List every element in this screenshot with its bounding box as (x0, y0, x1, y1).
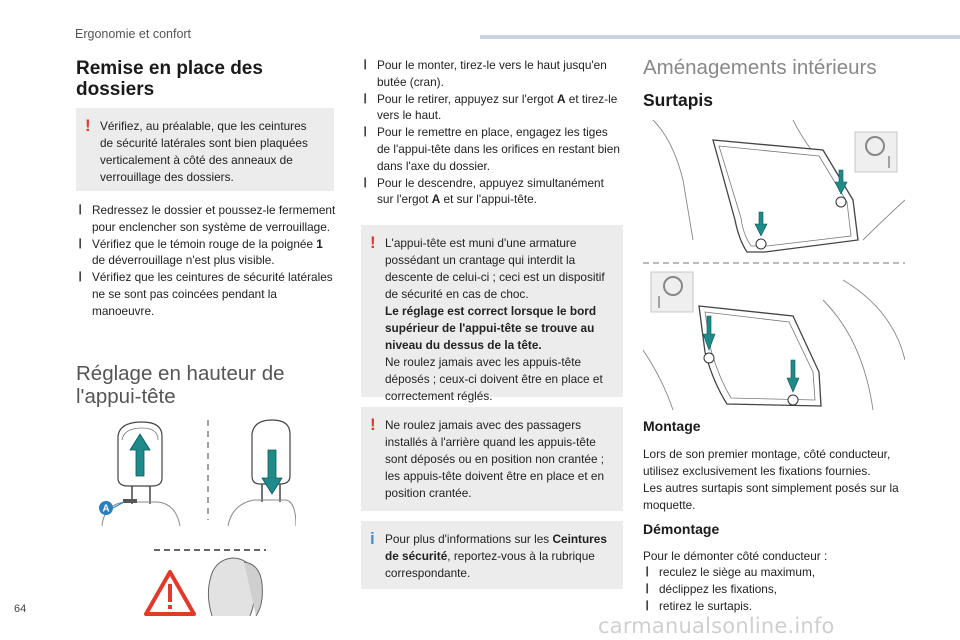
head-height-illustration (140, 544, 270, 618)
heading-reglage-appui-tete: Réglage en hauteur de l'appui-tête (76, 362, 285, 408)
arrow-bullet-icon: ❙ (361, 126, 370, 138)
list-item: ❙ Pour le monter, tirez-le vers le haut jusqu'en butée (cran). (361, 58, 607, 89)
steps-remise-en-place (76, 202, 338, 320)
section-header: Ergonomie et confort (75, 27, 192, 41)
arrow-bullet-icon: ❙ (361, 92, 370, 104)
warning-text: Ne roulez jamais avec des passagers installés à l'arrière quand les appuis-tête sont déposés ou en position non crantée ; les appuis-tête doivent être en place et en position crantée. (385, 418, 605, 500)
heading-montage: Montage (643, 418, 701, 434)
link-ceintures: Ceintures de sécurité (385, 532, 607, 563)
warning-box-ceintures (76, 108, 334, 191)
heading-amenagements: Aménagements intérieurs (643, 56, 877, 79)
list-item: ❙ déclippez les fixations, (643, 581, 778, 596)
warning-box-passagers (361, 407, 623, 511)
watermark: carmanualsonline.info (598, 614, 835, 638)
label-a: A (102, 503, 110, 515)
montage-text: Lors de son premier montage, côté conducteur, utilisez exclusivement les fixations fournies. Les autres surtapis sont simplement posés sur la moquette. (643, 447, 899, 512)
arrow-bullet-icon: ❙ (76, 237, 85, 249)
warning-intro: L'appui-tête est muni d'une armature possédant un crantage qui interdit la descente de celui-ci ; ceci est un dispositif de sécurité en cas de choc. (385, 236, 605, 301)
list-item: ❙ Redressez le dossier et poussez-le fermement pour enclencher son système de verrouillage. (76, 203, 336, 234)
warning-text: Vérifiez, au préalable, que les ceintures de sécurité latérales sont bien plaquées verticalement à côté des anneaux de verrouillage des dossiers. (100, 119, 308, 184)
steps-appui-tete (361, 57, 623, 208)
headrest-illustration (96, 416, 296, 526)
warning-box-armature (361, 225, 623, 403)
arrow-bullet-icon: ❙ (361, 176, 370, 188)
heading-remise-en-place: Remise en place des dossiers (76, 58, 263, 100)
list-item: ❙ Pour le remettre en place, engagez les tiges de l'appui-tête dans les orifices en restant bien dans l'axe du dossier. (361, 125, 620, 173)
arrow-bullet-icon: ❙ (76, 271, 85, 283)
warning-icon: ! (370, 233, 376, 252)
demontage-intro: Pour le démonter côté conducteur : (643, 549, 828, 563)
list-item: ❙ Pour le descendre, appuyez simultanément sur l'ergot A et sur l'appui-tête. (361, 175, 604, 207)
page-number: 64 (14, 603, 27, 615)
heading-demontage: Démontage (643, 521, 720, 537)
warning-outro: Ne roulez jamais avec les appuis-tête déposés ; ceux-ci doivent être en place et correctement réglés. (385, 355, 603, 403)
arrow-bullet-icon: ❙ (361, 59, 370, 70)
warning-icon: ! (85, 116, 91, 135)
list-item: ❙ Pour le retirer, appuyez sur l'ergot A et tirez-le vers le haut. (361, 91, 618, 123)
info-icon: i (370, 529, 375, 548)
floor-mat-illustration (643, 120, 905, 410)
list-item: ❙ retirez le surtapis. (643, 598, 753, 613)
list-item: ❙ Vérifiez que les ceintures de sécurité latérales ne se sont pas coincées pendant la manoeuvre. (76, 270, 333, 318)
steps-demontage (643, 564, 909, 614)
arrow-bullet-icon: ❙ (76, 204, 85, 215)
arrow-bullet-icon: ❙ (643, 566, 652, 577)
header-rule (480, 35, 960, 39)
arrow-bullet-icon: ❙ (643, 582, 652, 594)
list-item: ❙ reculez le siège au maximum, (643, 565, 816, 579)
heading-surtapis: Surtapis (643, 90, 714, 110)
info-box-ceintures: i Pour plus d'informations sur les Ceintures de sécurité, reportez-vous à la rubrique correspondante. (361, 521, 623, 589)
warning-icon: ! (370, 415, 376, 434)
arrow-bullet-icon: ❙ (643, 599, 652, 611)
list-item: ❙ Vérifiez que le témoin rouge de la poignée 1 de déverrouillage n'est plus visible. (76, 236, 323, 268)
warning-bold: Le réglage est correct lorsque le bord supérieur de l'appui-tête se trouve au niveau du dessus de la tête. (385, 304, 597, 352)
